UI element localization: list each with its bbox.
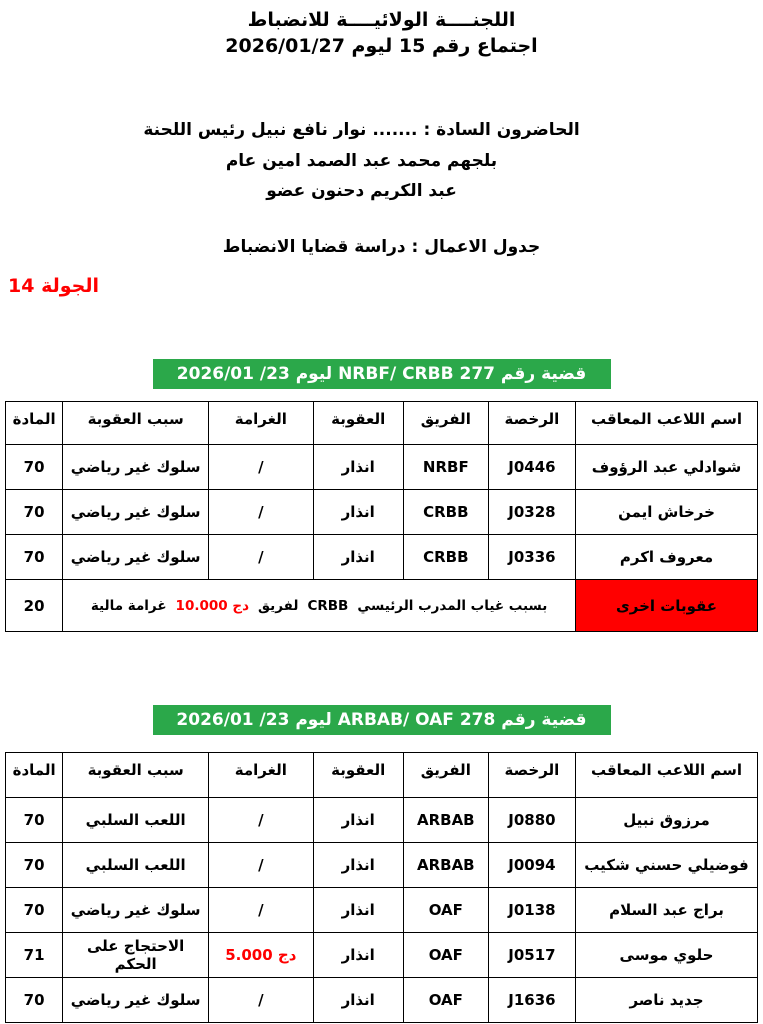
header-license: الرخصة: [488, 402, 575, 445]
player-name-cell: خرخاش ايمن: [576, 490, 758, 535]
reason-cell: اللعب السلبي: [63, 798, 209, 843]
case-277-sanctions-table: [5, 401, 758, 632]
table-header-row: [6, 402, 758, 445]
article-cell: 20: [6, 580, 63, 632]
attendee-line-president: الحاضرون السادة : ....... نوار نافع نبيل رئيس اللحنة: [143, 120, 580, 141]
case-278-sanctions-table: [5, 752, 758, 1023]
license-cell: J0328: [488, 490, 575, 535]
header-player-name: اسم اللاعب المعاقب: [576, 753, 758, 798]
meeting-number-date: اجتماع رقم 15 ليوم 2026/01/27: [225, 34, 538, 57]
header-fine: الغرامة: [209, 402, 314, 445]
reason-cell: اللعب السلبي: [63, 843, 209, 888]
reason-cell: سلوك غير رياضي: [63, 978, 209, 1023]
sanction-cell: انذار: [313, 445, 403, 490]
header-sanction: العقوبة: [313, 402, 403, 445]
article-cell: 70: [6, 535, 63, 580]
case-277-banner: قضية رقم 277 NRBF/ CRBB ليوم 23/ 2026/01: [153, 359, 611, 389]
sanction-cell: انذار: [313, 535, 403, 580]
table-row: [6, 535, 758, 580]
fine-cell: /: [209, 798, 314, 843]
license-cell: J0138: [488, 888, 575, 933]
header-sanction: العقوبة: [313, 753, 403, 798]
attendee-line-secretary: بلجهم محمد عبد الصمد امين عام: [225, 150, 498, 171]
article-cell: 71: [6, 933, 63, 978]
sanction-cell: انذار: [313, 888, 403, 933]
reason-cell: سلوك غير رياضي: [63, 888, 209, 933]
fine-cell: /: [209, 888, 314, 933]
header-fine: الغرامة: [209, 753, 314, 798]
reason-cell: سلوك غير رياضي: [63, 535, 209, 580]
agenda-line: جدول الاعمال : دراسة قضايا الانضباط: [222, 237, 541, 258]
reason-cell: سلوك غير رياضي: [63, 445, 209, 490]
team-cell: OAF: [403, 933, 488, 978]
license-cell: J0880: [488, 798, 575, 843]
license-cell: J0336: [488, 535, 575, 580]
sanction-cell: انذار: [313, 843, 403, 888]
table-row: [6, 933, 758, 978]
team-cell: ARBAB: [403, 843, 488, 888]
header-article: المادة: [6, 753, 63, 798]
license-cell: J0094: [488, 843, 575, 888]
document-header: [0, 0, 763, 59]
table-header-row: [6, 753, 758, 798]
reason-cell: سلوك غير رياضي: [63, 490, 209, 535]
fine-text-part2: لفريق: [258, 597, 299, 614]
reason-cell: الاحتجاج على الحكم: [63, 933, 209, 978]
team-cell: CRBB: [403, 535, 488, 580]
fine-text-part1: غرامة مالية: [90, 597, 167, 614]
table-row: [6, 888, 758, 933]
team-fine-sentence: [66, 598, 572, 614]
license-cell: J1636: [488, 978, 575, 1023]
table-row: [6, 843, 758, 888]
article-cell: 70: [6, 888, 63, 933]
article-cell: 70: [6, 490, 63, 535]
header-player-name: اسم اللاعب المعاقب: [576, 402, 758, 445]
committee-title: اللجنــــة الولائيــــة للانضباط: [247, 9, 516, 31]
fine-cell: /: [209, 843, 314, 888]
team-cell: OAF: [403, 888, 488, 933]
team-cell: NRBF: [403, 445, 488, 490]
round-label: الجولة 14: [8, 275, 99, 298]
sanction-cell: انذار: [313, 798, 403, 843]
license-cell: J0446: [488, 445, 575, 490]
case-278-banner: قضية رقم 278 ARBAB/ OAF ليوم 23/ 2026/01: [153, 705, 611, 735]
header-team: الفريق: [403, 402, 488, 445]
table-row: [6, 445, 758, 490]
article-cell: 70: [6, 843, 63, 888]
header-team: الفريق: [403, 753, 488, 798]
other-sanctions-text-cell: [63, 580, 576, 632]
sanction-cell: انذار: [313, 978, 403, 1023]
team-cell: ARBAB: [403, 798, 488, 843]
sanction-cell: انذار: [313, 933, 403, 978]
attendee-line-member: عبد الكريم دحنون عضو: [266, 181, 457, 202]
license-cell: J0517: [488, 933, 575, 978]
fine-cell: 5.000 دج: [209, 933, 314, 978]
player-name-cell: معروف اكرم: [576, 535, 758, 580]
fine-cell: /: [209, 445, 314, 490]
table-row: [6, 490, 758, 535]
fine-amount: 10.000 دج: [175, 597, 250, 614]
fine-cell: /: [209, 490, 314, 535]
header-license: الرخصة: [488, 753, 575, 798]
table-row: [6, 798, 758, 843]
other-sanctions-row: [6, 580, 758, 632]
other-sanctions-label: عقوبات اخرى: [576, 580, 758, 632]
player-name-cell: جديد ناصر: [576, 978, 758, 1023]
team-cell: OAF: [403, 978, 488, 1023]
table-row: [6, 978, 758, 1023]
header-reason: سبب العقوبة: [63, 753, 209, 798]
header-reason: سبب العقوبة: [63, 402, 209, 445]
attendees-block: [0, 115, 763, 207]
player-name-cell: مرزوق نبيل: [576, 798, 758, 843]
article-cell: 70: [6, 798, 63, 843]
team-cell: CRBB: [403, 490, 488, 535]
fined-team-code: CRBB: [307, 597, 349, 614]
header-article: المادة: [6, 402, 63, 445]
player-name-cell: حلوي موسى: [576, 933, 758, 978]
article-cell: 70: [6, 445, 63, 490]
article-cell: 70: [6, 978, 63, 1023]
player-name-cell: شوادلي عبد الرؤوف: [576, 445, 758, 490]
fine-cell: /: [209, 535, 314, 580]
player-name-cell: فوضيلي حسني شكيب: [576, 843, 758, 888]
fine-text-part3: بسبب غياب المدرب الرئيسي: [357, 597, 548, 614]
player-name-cell: براج عبد السلام: [576, 888, 758, 933]
fine-cell: /: [209, 978, 314, 1023]
sanction-cell: انذار: [313, 490, 403, 535]
